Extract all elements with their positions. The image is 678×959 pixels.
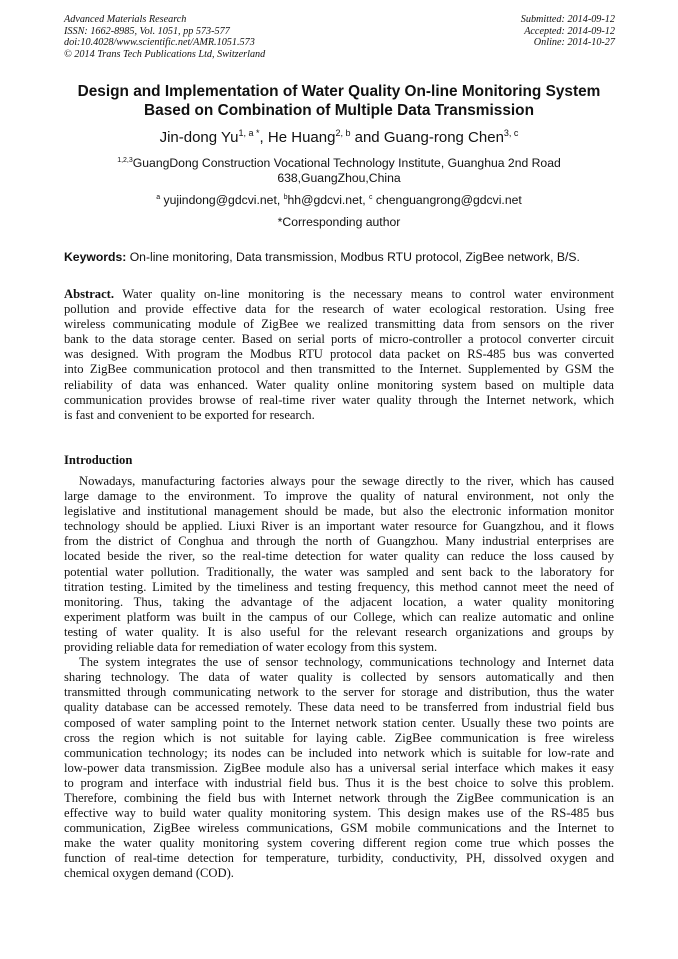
intro-p1-line: from the district of Conghua and through the north of Guangzhou. Many industrial enterprises are xyxy=(64,534,614,549)
intro-p2-line: function of real-time detection for temperature, turbidity, conductivity, PH, dissolved oxygen and xyxy=(64,851,614,866)
abstract-line: is fast and convenient to be exported for research. xyxy=(64,407,315,422)
journal-issn: ISSN: 1662-8985, Vol. 1051, pp 573-577 xyxy=(64,25,230,37)
abstract-line: communication provides browse of real-time river water quality through the Internet network, which xyxy=(64,392,614,407)
intro-p1-line: experiment platform was built in the campus of our College, which can realize automatic and online xyxy=(64,609,614,624)
email-marker-a: a xyxy=(156,194,161,201)
accepted-date: Accepted: 2014-09-12 xyxy=(524,25,615,37)
abstract-line xyxy=(64,287,614,302)
affiliation-line-2: 638,GuangZhou,China xyxy=(277,171,401,185)
journal-doi[interactable]: doi:10.4028/www.scientific.net/AMR.1051.573 xyxy=(64,37,255,48)
title-line-2: Based on Combination of Multiple Data Transmission xyxy=(144,102,534,119)
abstract-first-line: Water quality on-line monitoring is the necessary means to control water environment xyxy=(114,287,614,301)
abstract-line: was designed. With program the Modbus RTU protocol data packet on RS-485 bus was converted xyxy=(64,347,614,362)
author-2: He Huang xyxy=(267,129,336,146)
intro-p1-line: potential water pollution. Traditionally, the water was sampled and sent back to the laboratory for xyxy=(64,564,614,579)
intro-p2-line: The system integrates the use of sensor technology, communications technology and Internet data xyxy=(79,655,614,670)
affiliation xyxy=(96,156,582,186)
intro-p2-line: cross the region which is not suitable for laying cable. ZigBee communication is free wireless xyxy=(64,730,614,745)
intro-p2-line: to program and interface with industrial field bus. Thus it is the best choice to solve this problem. xyxy=(64,775,614,790)
intro-p1-line: large damage to the environment. To improve the quality of natural environment, not only the xyxy=(64,489,614,504)
intro-p2-line: chemical oxygen demand (COD). xyxy=(64,866,234,881)
intro-p2-line: communication, ZigBee wireless communications, GSM mobile communications and the Internet to xyxy=(64,821,614,836)
journal-name: Advanced Materials Research xyxy=(64,14,187,25)
intro-p2-line: low-power data transmission. ZigBee module also has a universal serial interface which makes it easy xyxy=(64,760,614,775)
author-2-marker: 2, b xyxy=(335,128,351,138)
intro-p1-line: technology should be applied. Liuxi River is an important water resource for Guangzhou, and it flows xyxy=(64,519,614,534)
intro-p1-line: Nowadays, manufacturing factories always pour the sewage directly to the river, which has caused xyxy=(79,474,614,488)
abstract-line: wireless communicating module of ZigBee we realized transmitting data from sensors on the river xyxy=(64,317,614,332)
intro-p2-line: composed of water sampling point to the Internet network station center. Usually these two points are xyxy=(64,715,614,730)
author-separator: and xyxy=(350,129,384,146)
abstract-label: Abstract. xyxy=(64,287,115,301)
intro-p1-line: monitoring. Thus, taking the advantage of the adjacent location, a water quality monitoring xyxy=(64,594,614,609)
author-emails xyxy=(40,193,638,208)
email-b[interactable]: hh@gdcvi.net, xyxy=(287,193,370,207)
journal-copyright: © 2014 Trans Tech Publications Ltd, Switzerland xyxy=(64,48,266,60)
intro-p2-line: transmitted through communicating network to the server for storage and distribution, thus the water xyxy=(64,685,614,700)
author-list xyxy=(40,129,638,147)
corresponding-author-note: *Corresponding author xyxy=(277,215,401,229)
keywords xyxy=(64,250,624,265)
affiliation-line-1 xyxy=(96,156,582,171)
submission-dates xyxy=(395,14,615,49)
intro-p1-line: legislative and institutional management should be made, but also the electronic information monitor xyxy=(64,504,614,519)
email-a[interactable]: yujindong@gdcvi.net, xyxy=(160,193,284,207)
intro-p2-line: make the water quality monitoring system covering different region come true which posses the xyxy=(64,836,614,851)
abstract xyxy=(64,287,614,423)
author-3-marker: 3, c xyxy=(503,128,519,138)
keywords-text: On-line monitoring, Data transmission, Modbus RTU protocol, ZigBee network, B/S. xyxy=(126,250,580,264)
intro-p1-line: titration testing. Limited by the timeliness and testing frequency, this method cannot meet the need of xyxy=(64,579,614,594)
author-3: Guang-rong Chen xyxy=(383,129,504,146)
intro-p1-line: testing of water quality. It is also useful for the relevant research organizations and groups by xyxy=(64,624,614,639)
submitted-date: Submitted: 2014-09-12 xyxy=(520,14,615,25)
section-heading-introduction: Introduction xyxy=(64,453,133,467)
author-1: Jin-dong Yu xyxy=(159,129,239,146)
introduction-body xyxy=(64,474,614,882)
title-line-1: Design and Implementation of Water Quality On-line Monitoring System xyxy=(77,83,601,100)
intro-p2-line: communication technology; its nodes can be included into network which is suitable for low-rate and xyxy=(64,745,614,760)
author-separator: , xyxy=(259,129,268,146)
email-marker-b: b xyxy=(283,194,288,201)
intro-p2-line: Therefore, combining the field bus with Internet network through the ZigBee communication is an xyxy=(64,790,614,805)
journal-info xyxy=(64,14,384,60)
abstract-line: into ZigBee communication protocol and then transmitted to the Internet. Supplemented by GSM the xyxy=(64,362,614,377)
intro-p2-line: effective way to build water quality monitoring system. This design makes use of the RS-485 bus xyxy=(64,806,614,821)
paper-title xyxy=(40,82,638,120)
intro-p2-line: sharing technology. The data of water quality is collected by sensors automatically and then xyxy=(64,670,614,685)
affiliation-marker: 1,2,3 xyxy=(117,157,133,164)
abstract-line: bank to the data storage center. Based on serial ports of micro-controller a protocol converter circuit xyxy=(64,332,614,347)
intro-p1-line: providing reliable data for remediation of water ecology from this system. xyxy=(64,640,438,655)
intro-p1-line: located beside the river, so the real-time detection for water quality can reduce the loss caused by xyxy=(64,549,614,564)
intro-p2-line: quality database can be accessed remotely. These data need to be transferred from industrial field bus xyxy=(64,700,614,715)
keywords-label: Keywords: xyxy=(64,250,127,264)
affiliation-text-1: GuangDong Construction Vocational Technology Institute, Guanghua 2nd Road xyxy=(132,156,561,170)
abstract-line: reliability of data was enhanced. Water quality online monitoring system based on multiple data xyxy=(64,377,614,392)
abstract-line: pollution and provide effective data for the research of water ecological restoration. Using free xyxy=(64,302,614,317)
email-marker-c: c xyxy=(369,194,373,201)
author-1-marker: 1, a * xyxy=(238,128,260,138)
online-date: Online: 2014-10-27 xyxy=(533,37,615,48)
email-c[interactable]: chenguangrong@gdcvi.net xyxy=(372,193,522,207)
